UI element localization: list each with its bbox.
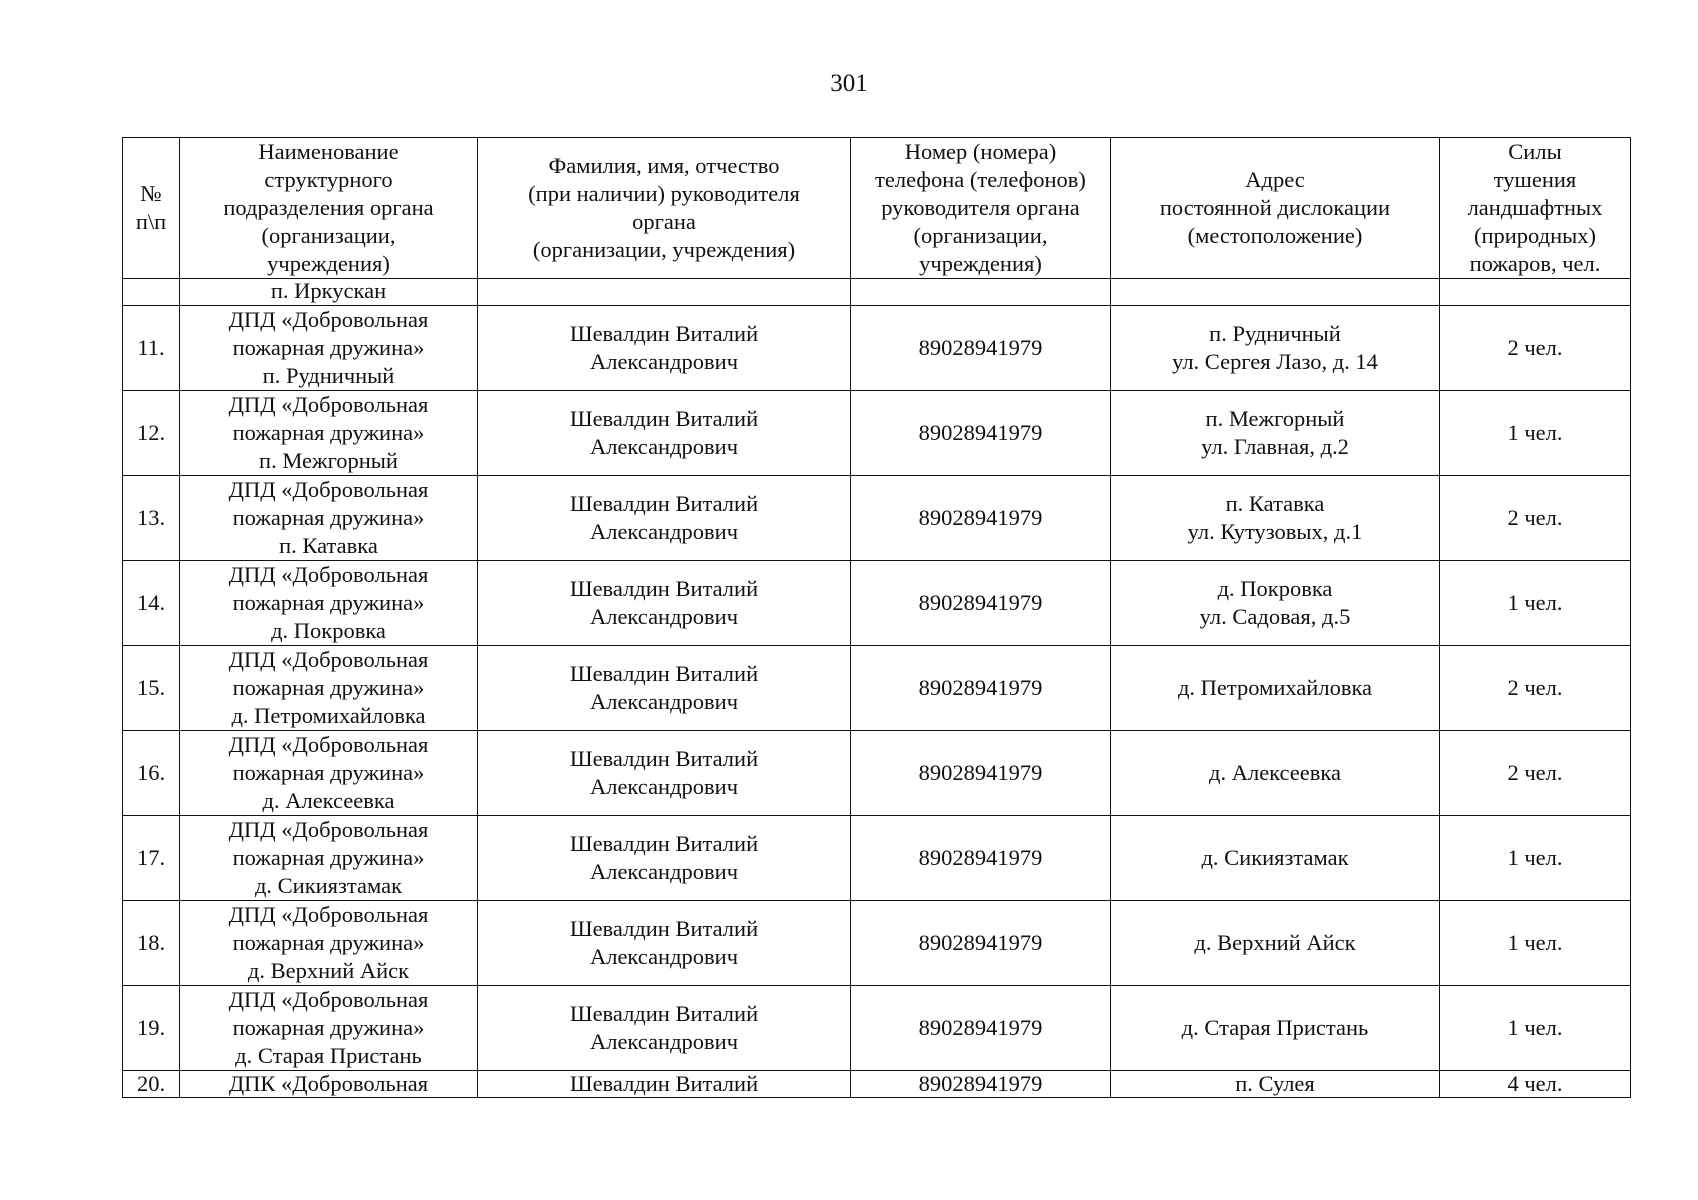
cell-line: д. Старая Пристань xyxy=(1181,1015,1369,1040)
cell-line: ул. Кутузовых, д.1 xyxy=(1187,519,1363,544)
cell-unit-name xyxy=(180,391,478,476)
cell-number: 17. xyxy=(123,816,180,901)
cell-address xyxy=(1111,816,1440,901)
cell-head-name xyxy=(478,731,851,816)
cell-line: Силы xyxy=(1508,139,1562,164)
cell-line: ДПД «Добровольная xyxy=(228,817,429,842)
cell-line: (при наличии) руководителя xyxy=(528,181,800,206)
cell-line: Фамилия, имя, отчество xyxy=(548,153,780,178)
cell-line: д. Сикиязтамак xyxy=(254,873,403,898)
cell-line: ландшафтных xyxy=(1467,195,1603,220)
cell-line: Александрович xyxy=(589,944,739,969)
cell-line: Шевалдин Виталий xyxy=(569,831,759,856)
table-row xyxy=(123,476,1631,561)
cell-phone xyxy=(851,279,1111,306)
cell-line: (природных) xyxy=(1473,223,1597,248)
cell-forces: 4 чел. xyxy=(1440,1071,1631,1098)
cell-head-name xyxy=(478,901,851,986)
cell-phone: 89028941979 xyxy=(851,646,1111,731)
table-row xyxy=(123,391,1631,476)
cell-line: Александрович xyxy=(589,689,739,714)
cell-line: п. Межгорный xyxy=(1205,406,1345,431)
cell-unit-name xyxy=(180,306,478,391)
cell-head-name xyxy=(478,476,851,561)
cell-line: ул. Главная, д.2 xyxy=(1201,434,1349,459)
cell-line: Александрович xyxy=(589,519,739,544)
cell-unit-name: ДПК «Добровольная xyxy=(180,1071,478,1098)
cell-address xyxy=(1111,279,1440,306)
cell-line: д. Алексеевка xyxy=(1209,760,1341,785)
cell-head-name xyxy=(478,279,851,306)
cell-line: пожарная дружина» xyxy=(232,420,425,445)
cell-line: Александрович xyxy=(589,434,739,459)
cell-number: 20. xyxy=(123,1071,180,1098)
cell-line: Шевалдин Виталий xyxy=(569,746,759,771)
cell-line: д. Покровка xyxy=(271,618,386,643)
header-phone xyxy=(851,138,1111,279)
cell-unit-name xyxy=(180,731,478,816)
cell-phone: 89028941979 xyxy=(851,1071,1111,1098)
cell-line: п. Рудничный xyxy=(262,363,395,388)
cell-phone: 89028941979 xyxy=(851,561,1111,646)
cell-unit-name xyxy=(180,646,478,731)
cell-line: телефона (телефонов) xyxy=(875,167,1086,192)
cell-line: д. Петромихайловка xyxy=(1177,675,1373,700)
cell-line: Шевалдин Виталий xyxy=(569,1001,759,1026)
cell-address xyxy=(1111,306,1440,391)
cell-unit-name xyxy=(180,476,478,561)
cell-line: д. Алексеевка xyxy=(262,788,395,813)
cell-phone: 89028941979 xyxy=(851,476,1111,561)
cell-phone: 89028941979 xyxy=(851,306,1111,391)
cell-address xyxy=(1111,646,1440,731)
cell-number: 13. xyxy=(123,476,180,561)
cell-line: п. Рудничный xyxy=(1209,321,1341,346)
table-row xyxy=(123,561,1631,646)
cell-line: ДПД «Добровольная xyxy=(228,307,429,332)
cell-line: Номер (номера) xyxy=(904,139,1057,164)
cell-line: д. Верхний Айск xyxy=(247,958,410,983)
table-row xyxy=(123,1071,1631,1098)
header-head-name xyxy=(478,138,851,279)
cell-head-name xyxy=(478,816,851,901)
cell-number xyxy=(123,279,180,306)
cell-address xyxy=(1111,986,1440,1071)
cell-address xyxy=(1111,476,1440,561)
cell-line: ДПД «Добровольная xyxy=(228,477,429,502)
cell-line: тушения xyxy=(1493,167,1577,192)
cell-line: ДПД «Добровольная xyxy=(228,392,429,417)
cell-line: ДПД «Добровольная xyxy=(228,732,429,757)
cell-unit-name: п. Иркускан xyxy=(180,279,478,306)
cell-line: п. Катавка xyxy=(1225,491,1325,516)
cell-line: ул. Сергея Лазо, д. 14 xyxy=(1172,349,1378,374)
cell-forces: 2 чел. xyxy=(1440,306,1631,391)
cell-number: 18. xyxy=(123,901,180,986)
table-row xyxy=(123,306,1631,391)
cell-number: 16. xyxy=(123,731,180,816)
cell-number: 15. xyxy=(123,646,180,731)
cell-phone: 89028941979 xyxy=(851,986,1111,1071)
cell-unit-name xyxy=(180,816,478,901)
cell-line: органа xyxy=(632,209,696,234)
cell-line: ДПД «Добровольная xyxy=(228,562,429,587)
cell-line: Шевалдин Виталий xyxy=(569,321,759,346)
cell-head-name: Шевалдин Виталий xyxy=(478,1071,851,1098)
cell-phone: 89028941979 xyxy=(851,901,1111,986)
cell-line: пожарная дружина» xyxy=(232,590,425,615)
fire-units-table xyxy=(122,137,1631,1098)
table-row xyxy=(123,731,1631,816)
table-row xyxy=(123,986,1631,1071)
cell-forces: 1 чел. xyxy=(1440,986,1631,1071)
cell-line: руководителя органа xyxy=(881,195,1080,220)
cell-line: (организации, учреждения) xyxy=(532,237,796,262)
cell-unit-name xyxy=(180,901,478,986)
cell-line: д. Петромихайловка xyxy=(231,703,426,728)
cell-line: пожарная дружина» xyxy=(232,760,425,785)
cell-line: ДПД «Добровольная xyxy=(228,987,429,1012)
cell-line: Шевалдин Виталий xyxy=(569,661,759,686)
cell-forces: 2 чел. xyxy=(1440,476,1631,561)
cell-line: (организации, xyxy=(913,223,1048,248)
cell-line: Александрович xyxy=(589,349,739,374)
table-row xyxy=(123,901,1631,986)
cell-line: д. Покровка xyxy=(1217,576,1333,601)
cell-line: д. Старая Пристань xyxy=(235,1043,422,1068)
cell-forces: 2 чел. xyxy=(1440,731,1631,816)
cell-number: 14. xyxy=(123,561,180,646)
cell-line: Шевалдин Виталий xyxy=(569,916,759,941)
table-row xyxy=(123,816,1631,901)
cell-head-name xyxy=(478,986,851,1071)
cell-line: учреждения) xyxy=(919,251,1042,276)
cell-forces: 1 чел. xyxy=(1440,561,1631,646)
cell-line: пожарная дружина» xyxy=(232,335,425,360)
cell-forces: 1 чел. xyxy=(1440,816,1631,901)
cell-phone: 89028941979 xyxy=(851,816,1111,901)
page-number: 301 xyxy=(830,70,868,97)
continuation-row xyxy=(123,279,1631,306)
cell-number: 19. xyxy=(123,986,180,1071)
cell-line: пожарная дружина» xyxy=(232,505,425,530)
cell-line: Александрович xyxy=(589,604,739,629)
cell-unit-name xyxy=(180,561,478,646)
cell-line: (организации, xyxy=(261,223,396,248)
cell-address xyxy=(1111,731,1440,816)
cell-line: Адрес xyxy=(1245,167,1305,192)
cell-line: подразделения органа xyxy=(223,195,434,220)
cell-line: Шевалдин Виталий xyxy=(569,406,759,431)
cell-unit-name xyxy=(180,986,478,1071)
cell-forces: 1 чел. xyxy=(1440,391,1631,476)
table-header-row xyxy=(123,138,1631,279)
cell-line: Шевалдин Виталий xyxy=(569,491,759,516)
cell-forces: 1 чел. xyxy=(1440,901,1631,986)
cell-line: учреждения) xyxy=(267,251,390,276)
cell-head-name xyxy=(478,391,851,476)
cell-line: ДПД «Добровольная xyxy=(228,902,429,927)
cell-head-name xyxy=(478,561,851,646)
cell-line: пожарная дружина» xyxy=(232,1015,425,1040)
cell-address xyxy=(1111,561,1440,646)
header-address xyxy=(1111,138,1440,279)
cell-forces: 2 чел. xyxy=(1440,646,1631,731)
cell-line: пожарная дружина» xyxy=(232,930,425,955)
cell-line: № xyxy=(140,181,162,206)
cell-line: постоянной дислокации xyxy=(1159,195,1391,220)
cell-phone: 89028941979 xyxy=(851,391,1111,476)
cell-line: д. Верхний Айск xyxy=(1194,930,1356,955)
header-unit-name xyxy=(180,138,478,279)
header-forces xyxy=(1440,138,1631,279)
cell-line: п\п xyxy=(135,209,167,234)
cell-line: (местоположение) xyxy=(1187,223,1363,248)
cell-address: п. Сулея xyxy=(1111,1071,1440,1098)
cell-line: д. Сикиязтамак xyxy=(1201,845,1349,870)
cell-line: Александрович xyxy=(589,774,739,799)
cell-line: Александрович xyxy=(589,859,739,884)
cell-line: Шевалдин Виталий xyxy=(569,576,759,601)
header-number xyxy=(123,138,180,279)
cell-line: Наименование xyxy=(258,139,399,164)
cell-address xyxy=(1111,901,1440,986)
cell-head-name xyxy=(478,306,851,391)
cell-number: 12. xyxy=(123,391,180,476)
cell-phone: 89028941979 xyxy=(851,731,1111,816)
cell-line: структурного xyxy=(264,167,393,192)
cell-line: пожарная дружина» xyxy=(232,845,425,870)
cell-line: Александрович xyxy=(589,1029,739,1054)
cell-number: 11. xyxy=(123,306,180,391)
cell-forces xyxy=(1440,279,1631,306)
cell-line: пожаров, чел. xyxy=(1469,251,1601,276)
cell-line: ул. Садовая, д.5 xyxy=(1199,604,1351,629)
table-row xyxy=(123,646,1631,731)
cell-line: пожарная дружина» xyxy=(232,675,425,700)
cell-line: п. Межгорный xyxy=(259,448,398,473)
cell-line: ДПД «Добровольная xyxy=(228,647,429,672)
cell-line: п. Катавка xyxy=(279,533,378,558)
cell-head-name xyxy=(478,646,851,731)
cell-address xyxy=(1111,391,1440,476)
